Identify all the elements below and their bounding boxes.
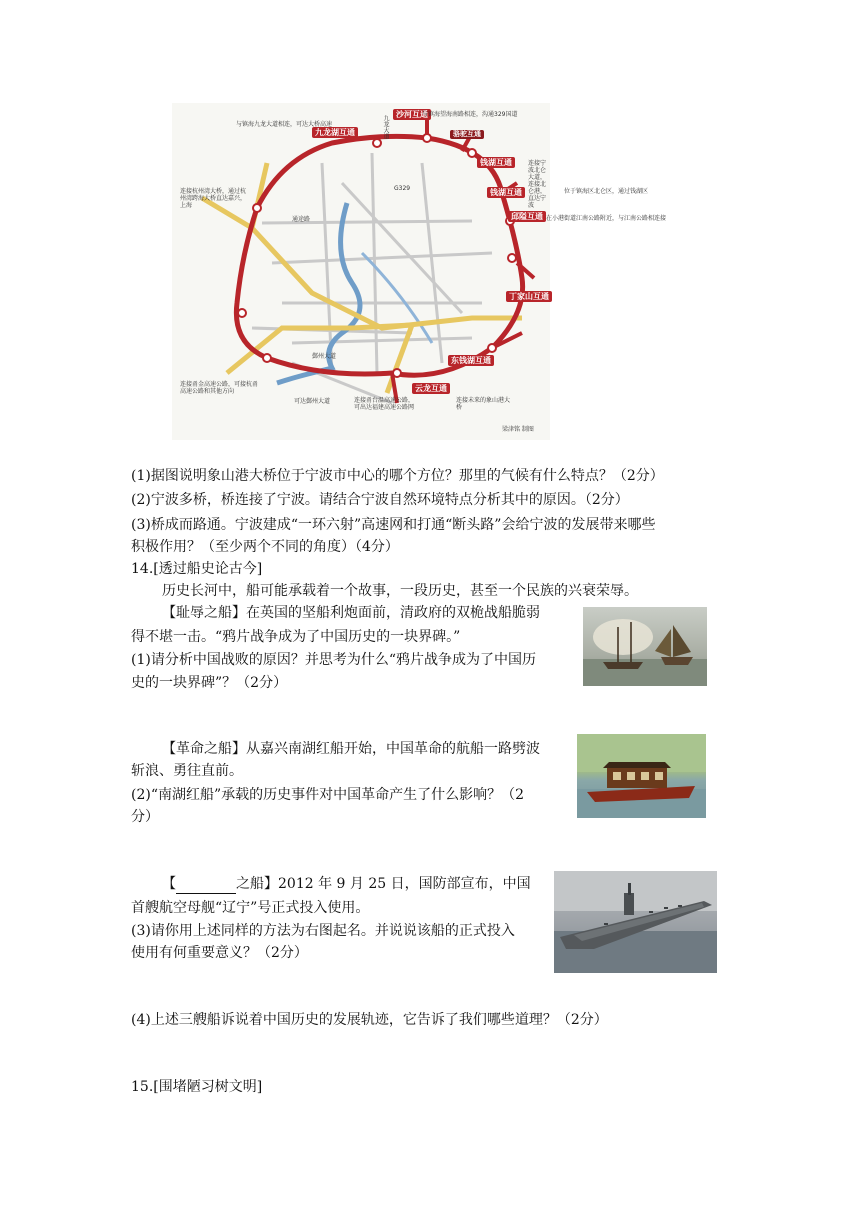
ship3-line2: 首艘航空母舰“辽宁”号正式投入使用。 [131,900,370,916]
ship1-line1: 【耻辱之船】在英国的坚船利炮面前，清政府的双桅战船脆弱 [162,605,540,621]
map-note-top-left: 与镇海九龙大道相连，可达大桥高速 [236,121,333,128]
ship2-line2: 斩浪、勇往直前。 [131,763,243,779]
map-road-jiulong: 九龙大道 [382,115,389,139]
ship3-suffix: 之船】2012 年 9 月 25 日，国防部宣布，中国 [236,876,531,892]
ship-name-blank[interactable] [176,879,236,894]
map-note-right-1: 连接宁波北仑大道，连接北仑港，直达宁波 [528,160,547,209]
interchange-yunlong: 云龙互通 [412,383,450,394]
opium-war-painting [583,607,707,686]
map-note-right-2: 位于镇海区北仑区，通过钱湖区 [564,188,649,195]
question-14-title: 14.[透过船史论古今] [131,561,263,577]
map-note-right-3: 在小港街道江南公路附近，与江南公路相连接 [546,215,667,222]
ship1-line2: 得不堪一击。“鸦片战争成为了中国历史的一块界碑。” [131,629,461,645]
question-14-2-line1: (2)“南湖红船”承载的历史事件对中国革命产生了什么影响？（2 [131,787,525,803]
map-note-bottom-right-2: 连接未来的象山港大桥 [456,397,511,411]
question-14-1-line1: (1)请分析中国战败的原因？并思考为什么“鸦片战争成为了中国历 [131,652,536,668]
map-note-bottom-left: 连接甬金高速公路，可接杭甬高速公路和其他方向 [180,381,259,395]
question-13-3-line2: 积极作用？（至少两个不同的角度）（4分） [131,539,399,555]
interchange-shahe: 沙河互通 [393,109,431,120]
nanhu-red-boat-photo [577,734,706,818]
question-13-3-line1: (3)桥成而路通。宁波建成“一环六射”高速网和打通“断头路”会给宁波的发展带来哪些 [131,517,656,533]
question-13-2: (2)宁波多桥，桥连接了宁波。请结合宁波自然环境特点分析其中的原因。（2分） [131,492,629,508]
interchange-dongqianhu: 东钱湖互通 [448,355,494,366]
aircraft-carrier-photo [554,871,717,973]
question-14-4: (4)上述三艘船诉说着中国历史的发展轨迹，它告诉了我们哪些道理？（2分） [131,1012,608,1028]
interchange-jiulonghu: 九龙湖互通 [312,127,358,138]
question-14-1-line2: 史的一块界碑”？（2分） [131,675,288,691]
interchange-dingjiashan: 丁家山互通 [506,291,552,302]
question-14-2-line2: 分） [131,809,159,825]
question-14-3-line1: (3)请你用上述同样的方法为右图起名。并说说该船的正式投入 [131,923,515,939]
interchange-qiuai: 邱隘互通 [508,211,546,222]
map-road-yinzhou: 鄞州大道 [312,353,337,360]
ship2-line1: 【革命之船】从嘉兴南湖红船开始，中国革命的航船一路劈波 [162,741,540,757]
interchange-qianhu-2: 钱湖互通 [487,187,525,198]
map-note-bottom-center: 可达鄞州大道 [294,398,331,405]
map-note-top-right: 与镇海望海南路相连，沟通329国道 [422,111,518,118]
question-14-intro: 历史长河中，船可能承载着一个故事，一段历史，甚至一个民族的兴衰荣辱。 [162,583,638,599]
ship3-bracket-open: 【 [162,876,176,892]
interchange-luotuo: 骆驼互通 [450,130,484,139]
map-credit: 梁津铭 制图 [502,426,534,433]
map-note-left-bridge: 连接杭州湾大桥，通过杭州湾跨海大桥直达嘉兴，上海 [180,188,247,209]
map-road-329: G329 [394,185,411,192]
question-15-title: 15.[围堵陋习树文明] [131,1079,263,1095]
highway-map [172,103,667,440]
ship3-line1 [162,874,531,894]
question-14-3-line2: 使用有何重要意义？（2分） [131,945,308,961]
question-13-1: (1)据图说明象山港大桥位于宁波市中心的哪个方位？那里的气候有什么特点？（2分） [131,468,664,484]
interchange-qianhu-1: 钱湖互通 [477,157,515,168]
map-note-bottom-right-1: 连接甬台温高速公路，可出达福建高速公路网 [354,397,415,411]
map-road-tongtu: 通途路 [292,216,311,223]
